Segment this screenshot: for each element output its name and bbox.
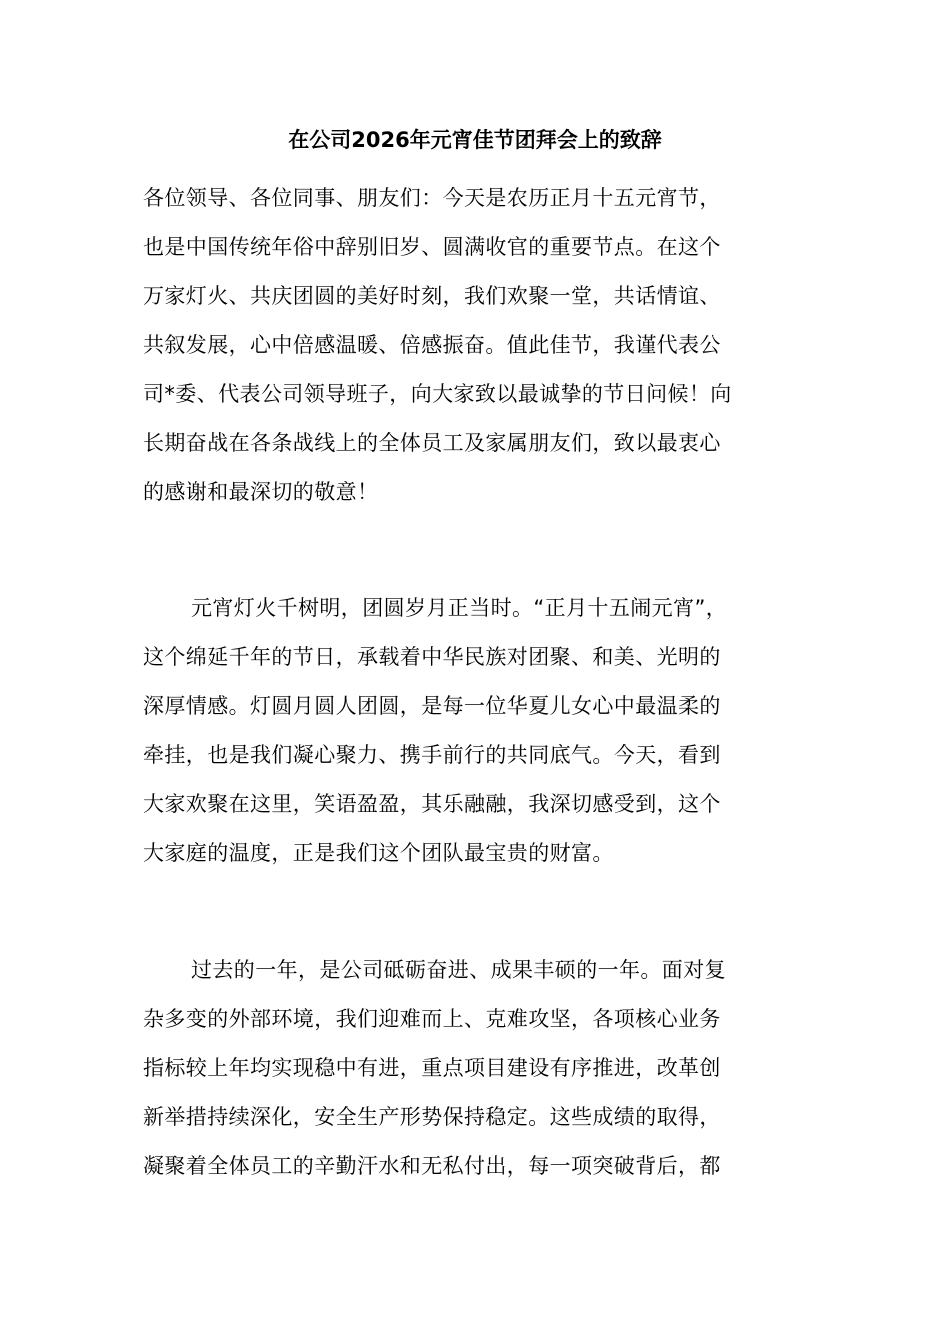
paragraph-3-line-1: 过去的一年，是公司砥砺奋进、成果丰硕的一年。面对复: [191, 958, 726, 982]
paragraph-2-line-3: 深厚情感。灯圆月圆人团圆，是每一位华夏儿女心中最温柔的: [143, 694, 721, 718]
paragraph-3-line-2: 杂多变的外部环境，我们迎难而上、克难攻坚，各项核心业务: [143, 1007, 721, 1031]
paragraph-3-line-3: 指标较上年均实现稳中有进，重点项目建设有序推进，改革创: [143, 1056, 721, 1080]
paragraph-2-line-5: 大家欢聚在这里，笑语盈盈，其乐融融，我深切感受到，这个: [143, 792, 721, 816]
paragraph-1-line-4: 共叙发展，心中倍感温暖、倍感振奋。值此佳节，我谨代表公: [143, 333, 721, 357]
paragraph-2-line-1: 元宵灯火千树明，团圆岁月正当时。“正月十五闹元宵”，: [191, 596, 728, 620]
paragraph-2-line-6: 大家庭的温度，正是我们这个团队最宝贵的财富。: [143, 841, 614, 865]
paragraph-1-line-2: 也是中国传统年俗中辞别旧岁、圆满收官的重要节点。在这个: [143, 235, 721, 259]
paragraph-3-line-4: 新举措持续深化，安全生产形势保持稳定。这些成绩的取得，: [143, 1105, 721, 1129]
paragraph-3-line-5: 凝聚着全体员工的辛勤汗水和无私付出，每一项突破背后，都: [143, 1154, 721, 1178]
paragraph-2-line-4: 牵挂，也是我们凝心聚力、携手前行的共同底气。今天，看到: [143, 743, 721, 767]
paragraph-1-line-6: 长期奋战在各条战线上的全体员工及家属朋友们，致以最衷心: [143, 431, 721, 455]
paragraph-2-line-2: 这个绵延千年的节日，承载着中华民族对团聚、和美、光明的: [143, 645, 721, 669]
paragraph-1-line-3: 万家灯火、共庆团圆的美好时刻，我们欢聚一堂，共话情谊、: [143, 284, 721, 308]
paragraph-1-line-5: 司*委、代表公司领导班子，向大家致以最诚挚的节日问候！向: [143, 382, 732, 406]
document-title: 在公司2026年元宵佳节团拜会上的致辞: [288, 128, 662, 152]
paragraph-1-line-1: 各位领导、各位同事、朋友们：今天是农历正月十五元宵节，: [143, 186, 721, 210]
paragraph-1-line-7: 的感谢和最深切的敬意！: [143, 480, 379, 504]
